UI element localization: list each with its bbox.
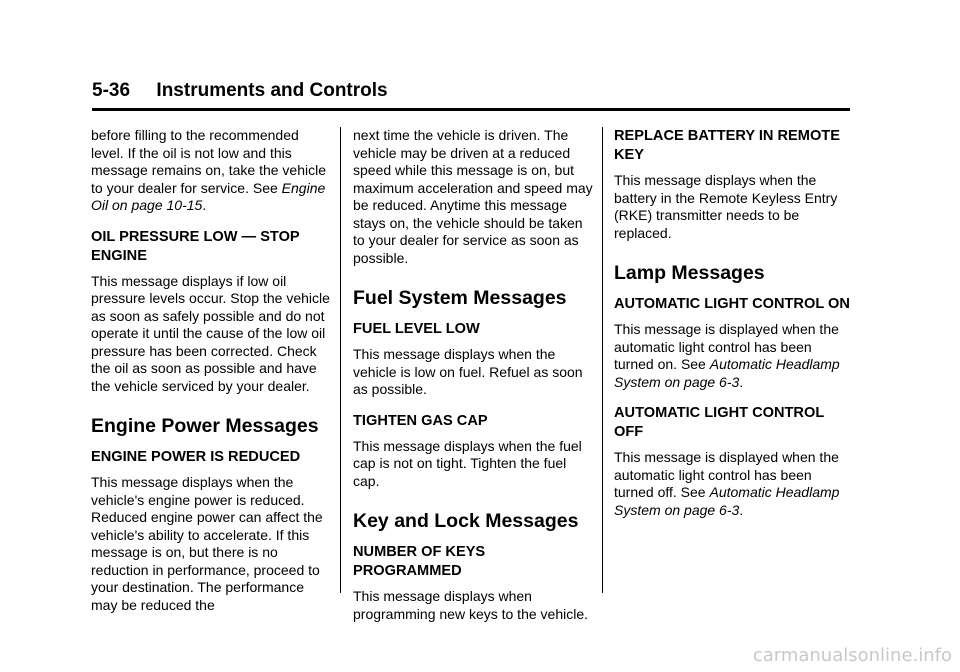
automatic-light-on-text: This message is displayed when the automatic light control has been turned on. See	[614, 321, 839, 372]
headlamp-reference-link-off[interactable]: Automatic Headlamp System on page 6-3	[614, 484, 840, 518]
period: .	[202, 197, 207, 213]
watermark: carmanualsonline.info	[752, 645, 952, 666]
heading-fuel-level-low: FUEL LEVEL LOW	[353, 321, 480, 337]
fuel-level-low-paragraph: This message displays when the vehicle is low on fuel. Refuel as soon as possible.	[353, 346, 583, 397]
headlamp-reference-link-on[interactable]: Automatic Headlamp System on page 6-3	[614, 356, 840, 390]
oil-intro-text: before filling to the recommended level. If the oil is not low and this message remains on, take the vehicle to your dealer for service.	[91, 127, 327, 196]
heading-tighten-gas-cap: TIGHTEN GAS CAP	[353, 412, 488, 429]
header-rule	[92, 108, 850, 111]
heading-number-of-keys-programmed: NUMBER OF KEYS PROGRAMMED	[353, 544, 486, 579]
automatic-light-on-paragraph	[614, 321, 854, 391]
page-header	[92, 78, 850, 111]
heading-automatic-light-control-off: AUTOMATIC LIGHT CONTROL OFF	[614, 405, 824, 440]
replace-battery-paragraph: This message displays when the battery in the Remote Keyless Entry (RKE) transmitter needs to be replaced.	[614, 172, 838, 241]
heading-lamp-messages: Lamp Messages	[614, 262, 765, 284]
column-1	[91, 127, 331, 614]
column-3	[614, 127, 854, 519]
heading-fuel-system-messages: Fuel System Messages	[353, 287, 567, 309]
column-divider-1	[340, 127, 341, 593]
engine-power-continued-paragraph: next time the vehicle is driven. The vehicle may be driven at a reduced speed while this message is on, but maximum acceleration and speed may be reduced. Anytime this message stays on, the vehicle should be taken to your dealer for service as soon as possible.	[353, 127, 593, 266]
period: .	[739, 501, 744, 518]
column-divider-2	[602, 127, 603, 593]
tighten-gas-cap-paragraph: This message displays when the fuel cap is not on tight. Tighten the fuel cap.	[353, 437, 582, 489]
column-2	[353, 127, 593, 623]
keys-programmed-paragraph: This message displays when programming new keys to the vehicle.	[353, 588, 588, 622]
engine-oil-reference-link[interactable]: Engine Oil on page 10-15	[91, 179, 326, 213]
heading-key-and-lock-messages: Key and Lock Messages	[353, 510, 579, 532]
oil-pressure-paragraph: This message displays if low oil pressure levels occur. Stop the vehicle as soon as safely possible and do not operate it until the cause of the low oil pressure has been corrected. Check the oil as soon as possible and have the vehicle serviced by your dealer.	[91, 272, 330, 394]
oil-intro-paragraph	[91, 127, 331, 215]
automatic-light-off-text: This message is displayed when the automatic light control has been turned off. See	[614, 449, 839, 500]
automatic-light-off-paragraph	[614, 449, 854, 519]
heading-automatic-light-control-on: AUTOMATIC LIGHT CONTROL ON	[614, 296, 850, 312]
heading-engine-power-reduced: ENGINE POWER IS REDUCED	[91, 449, 301, 465]
page-title: 5-36 Instruments and Controls	[92, 80, 388, 101]
period: .	[739, 373, 744, 390]
heading-oil-pressure-low: OIL PRESSURE LOW — STOP ENGINE	[91, 228, 300, 264]
heading-replace-battery: REPLACE BATTERY IN REMOTE KEY	[614, 128, 840, 163]
see-prefix: See	[252, 179, 282, 196]
engine-power-reduced-paragraph: This message displays when the vehicle's engine power is reduced. Reduced engine power can affect the vehicle's ability to accelerate. If this message is on, but there is no reduction in performance, proceed to your destination. The performance may be reduced the	[91, 474, 323, 613]
heading-engine-power-messages: Engine Power Messages	[91, 415, 319, 437]
